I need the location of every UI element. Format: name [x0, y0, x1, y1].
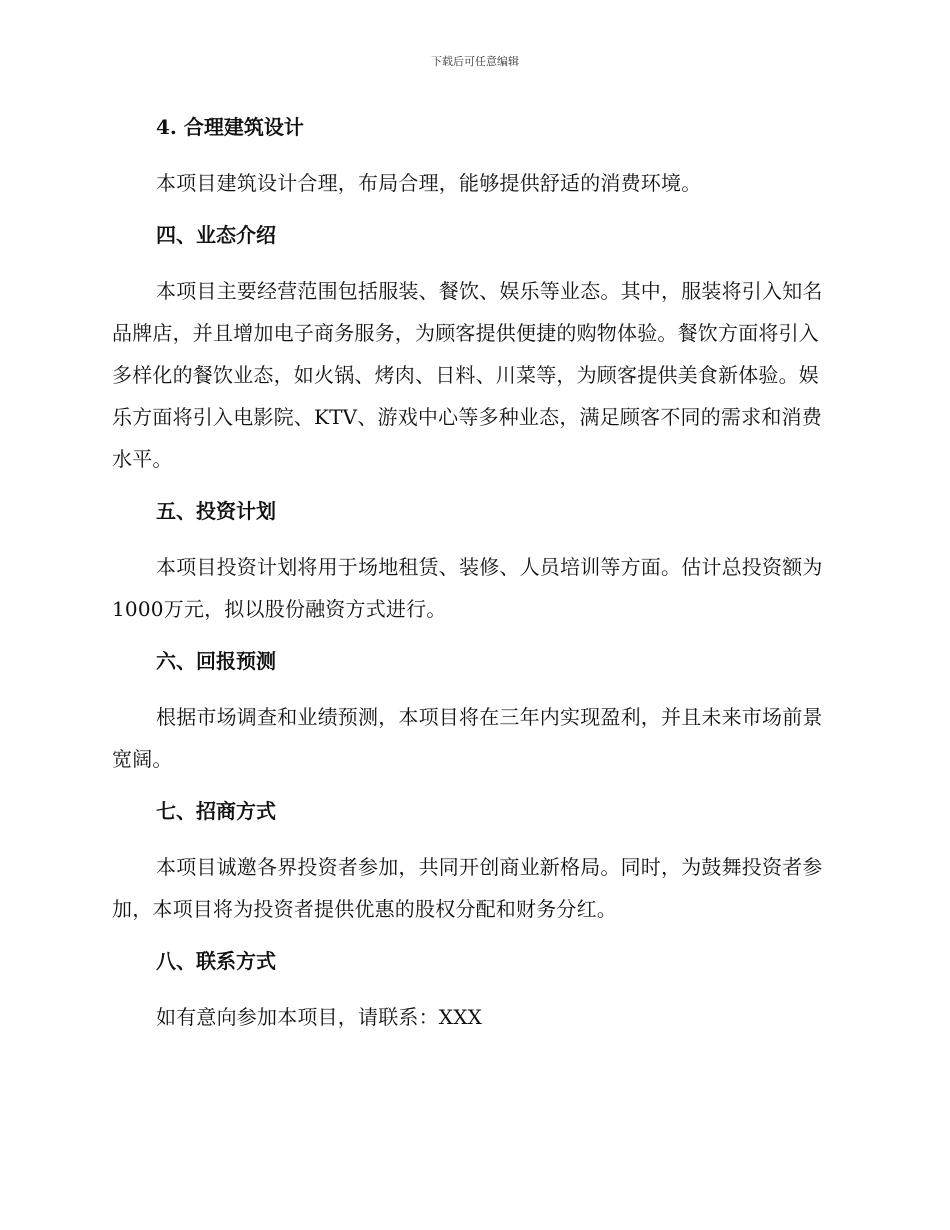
document-body — [112, 108, 832, 1050]
section-body-contact: 如有意向参加本项目，请联系：XXX — [156, 1005, 483, 1029]
section-heading-return-forecast: 六、回报预测 — [156, 649, 276, 673]
section-body-investment-attraction: 本项目诚邀各界投资者参加，共同开创商业新格局。同时，为鼓舞投资者参加，本项目将为投资者提供优惠的股权分配和财务分红。 — [112, 855, 823, 921]
section-heading-investment-attraction: 七、招商方式 — [156, 799, 276, 823]
section-body-business-format: 本项目主要经营范围包括服装、餐饮、娱乐等业态。其中，服装将引入知名品牌店，并且增加电子商务服务，为顾客提供便捷的购物体验。餐饮方面将引入多样化的餐饮业态，如火锅、烤肉、日料、川菜等，为顾客提供美食新体验。娱乐方面将引入电影院、KTV、游戏中心等多种业态，满足顾客不同的需求和消费水平。 — [112, 279, 823, 471]
section-heading-business-format: 四、业态介绍 — [156, 223, 276, 247]
section-body-architecture: 本项目建筑设计合理，布局合理，能够提供舒适的消费环境。 — [156, 171, 702, 195]
section-heading-investment-plan: 五、投资计划 — [156, 499, 276, 523]
section-body-investment-plan: 本项目投资计划将用于场地租赁、装修、人员培训等方面。估计总投资额为1000万元，拟以股份融资方式进行。 — [112, 555, 823, 621]
section-heading-contact: 八、联系方式 — [156, 949, 276, 973]
header-note: 下载后可任意编辑 — [431, 55, 519, 68]
section-heading-architecture: 4. 合理建筑设计 — [156, 115, 304, 139]
section-body-return-forecast: 根据市场调查和业绩预测，本项目将在三年内实现盈利，并且未来市场前景宽阔。 — [112, 705, 823, 771]
